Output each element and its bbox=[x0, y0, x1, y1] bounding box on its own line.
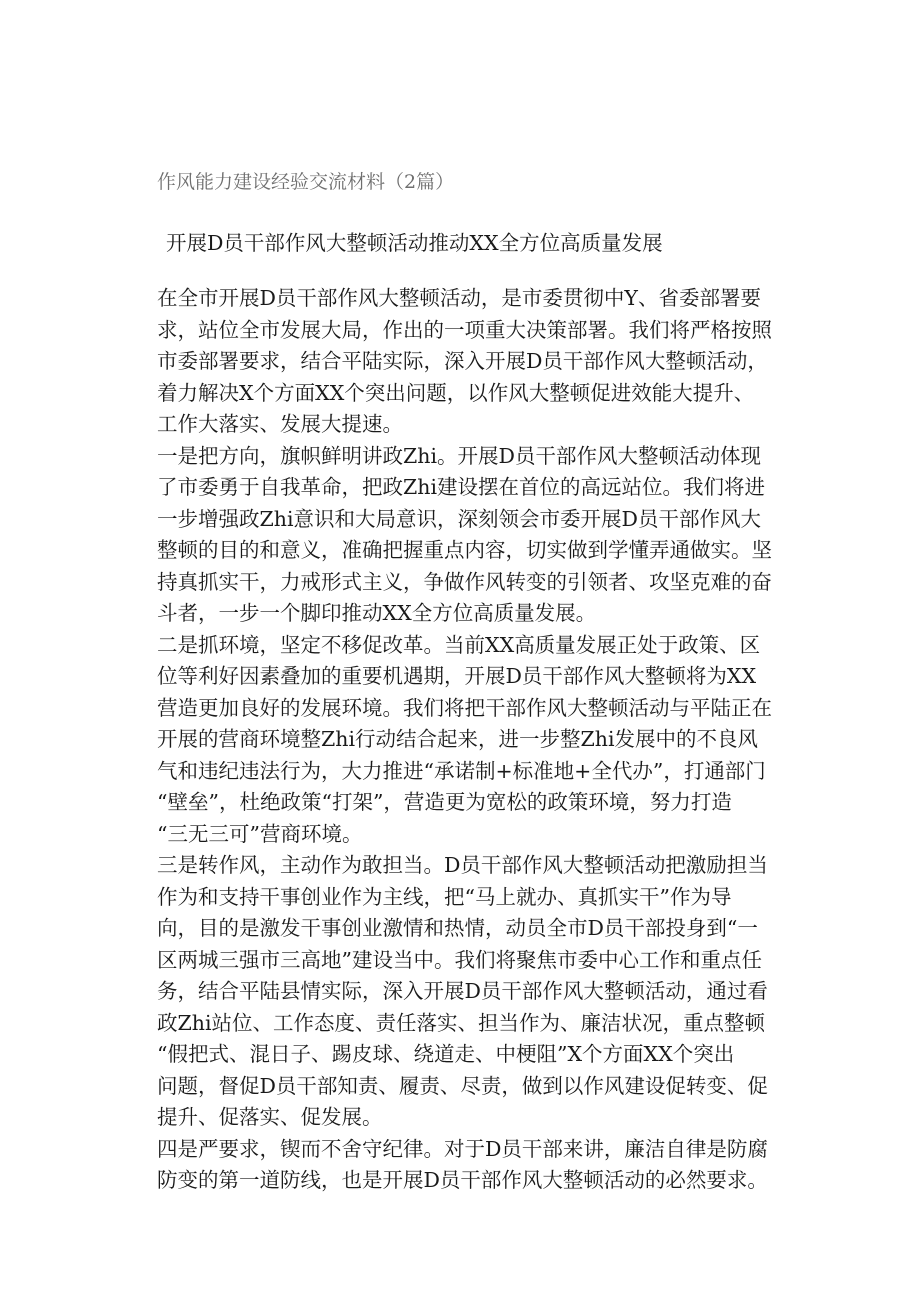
body-line: 工作大落实、发展大提速。 bbox=[157, 412, 403, 436]
body-line: 防变的第一道防线，也是开展D员干部作风大整顿活动的必然要求。 bbox=[157, 1168, 768, 1192]
body-line: 在全市开展D员干部作风大整顿活动，是市委贯彻中Y、省委部署要 bbox=[157, 286, 761, 310]
article-body bbox=[157, 283, 772, 1197]
body-line: 着力解决X个方面XX个突出问题，以作风大整顿促进效能大提升、 bbox=[157, 380, 755, 405]
body-line: 市委部署要求，结合平陆实际，深入开展D员干部作风大整顿活动， bbox=[157, 349, 768, 373]
body-line: 求，站位全市发展大局，作出的一项重大决策部署。我们将严格按照 bbox=[157, 317, 772, 342]
body-line: 作为和支持干事创业作为主线，把“马上就办、真抓实干”作为导 bbox=[157, 884, 732, 909]
body-line: 一步增强政Zhi意识和大局意识，深刻领会市委开展D员干部作风大 bbox=[157, 506, 761, 531]
body-line: 位等利好因素叠加的重要机遇期，开展D员干部作风大整顿将为XX bbox=[157, 664, 757, 688]
body-line: 二是抓环境，坚定不移促改革。当前XX高质量发展正处于政策、区 bbox=[157, 632, 761, 657]
body-line: 持真抓实干，力戒形式主义，争做作风转变的引领者、攻坚克难的奋 bbox=[157, 569, 772, 594]
body-line: 区两城三强市三高地”建设当中。我们将聚焦市委中心工作和重点任 bbox=[157, 947, 762, 972]
body-line: 营造更加良好的发展环境。我们将把干部作风大整顿活动与平陆正在 bbox=[157, 695, 772, 720]
body-line: “三无三可”营商环境。 bbox=[157, 821, 363, 846]
body-line: 提升、促落实、促发展。 bbox=[157, 1105, 383, 1129]
body-line: “假把式、混日子、踢皮球、绕道走、中梗阻”X个方面XX个突出 bbox=[157, 1042, 735, 1066]
body-line: 气和违纪违法行为，大力推进“承诺制+标准地+全代办”，打通部门 bbox=[157, 758, 766, 783]
body-line: 了市委勇于自我革命，把政Zhi建设摆在首位的高远站位。我们将进 bbox=[157, 475, 766, 499]
body-line: 整顿的目的和意义，准确把握重点内容，切实做到学懂弄通做实。坚 bbox=[157, 538, 772, 562]
body-line: 三是转作风，主动作为敢担当。D员干部作风大整顿活动把激励担当 bbox=[157, 853, 768, 877]
document-title: 作风能力建设经验交流材料（2篇） bbox=[157, 171, 455, 193]
body-line: 政Zhi站位、工作态度、责任落实、担当作为、廉洁状况，重点整顿 bbox=[157, 1010, 766, 1035]
article-heading: 开展D员干部作风大整顿活动推动XX全方位高质量发展 bbox=[166, 231, 663, 255]
body-line: “壁垒”，杜绝政策“打架”，营造更为宽松的政策环境，努力打造 bbox=[157, 790, 732, 814]
body-line: 开展的营商环境整Zhi行动结合起来，进一步整Zhi发展中的不良风 bbox=[157, 727, 759, 751]
body-line: 四是严要求，锲而不舍守纪律。对于D员干部来讲，廉洁自律是防腐 bbox=[157, 1136, 768, 1161]
body-line: 向，目的是激发干事创业激情和热情，动员全市D员干部投身到“一 bbox=[157, 916, 758, 940]
body-line: 一是把方向，旗帜鲜明讲政Zhi。开展D员干部作风大整顿活动体现 bbox=[157, 443, 761, 468]
body-line: 问题，督促D员干部知责、履责、尽责，做到以作风建设促转变、促 bbox=[157, 1073, 768, 1098]
body-line: 斗者，一步一个脚印推动XX全方位高质量发展。 bbox=[157, 601, 597, 625]
body-line: 务，结合平陆县情实际，深入开展D员干部作风大整顿活动，通过看 bbox=[157, 979, 768, 1003]
